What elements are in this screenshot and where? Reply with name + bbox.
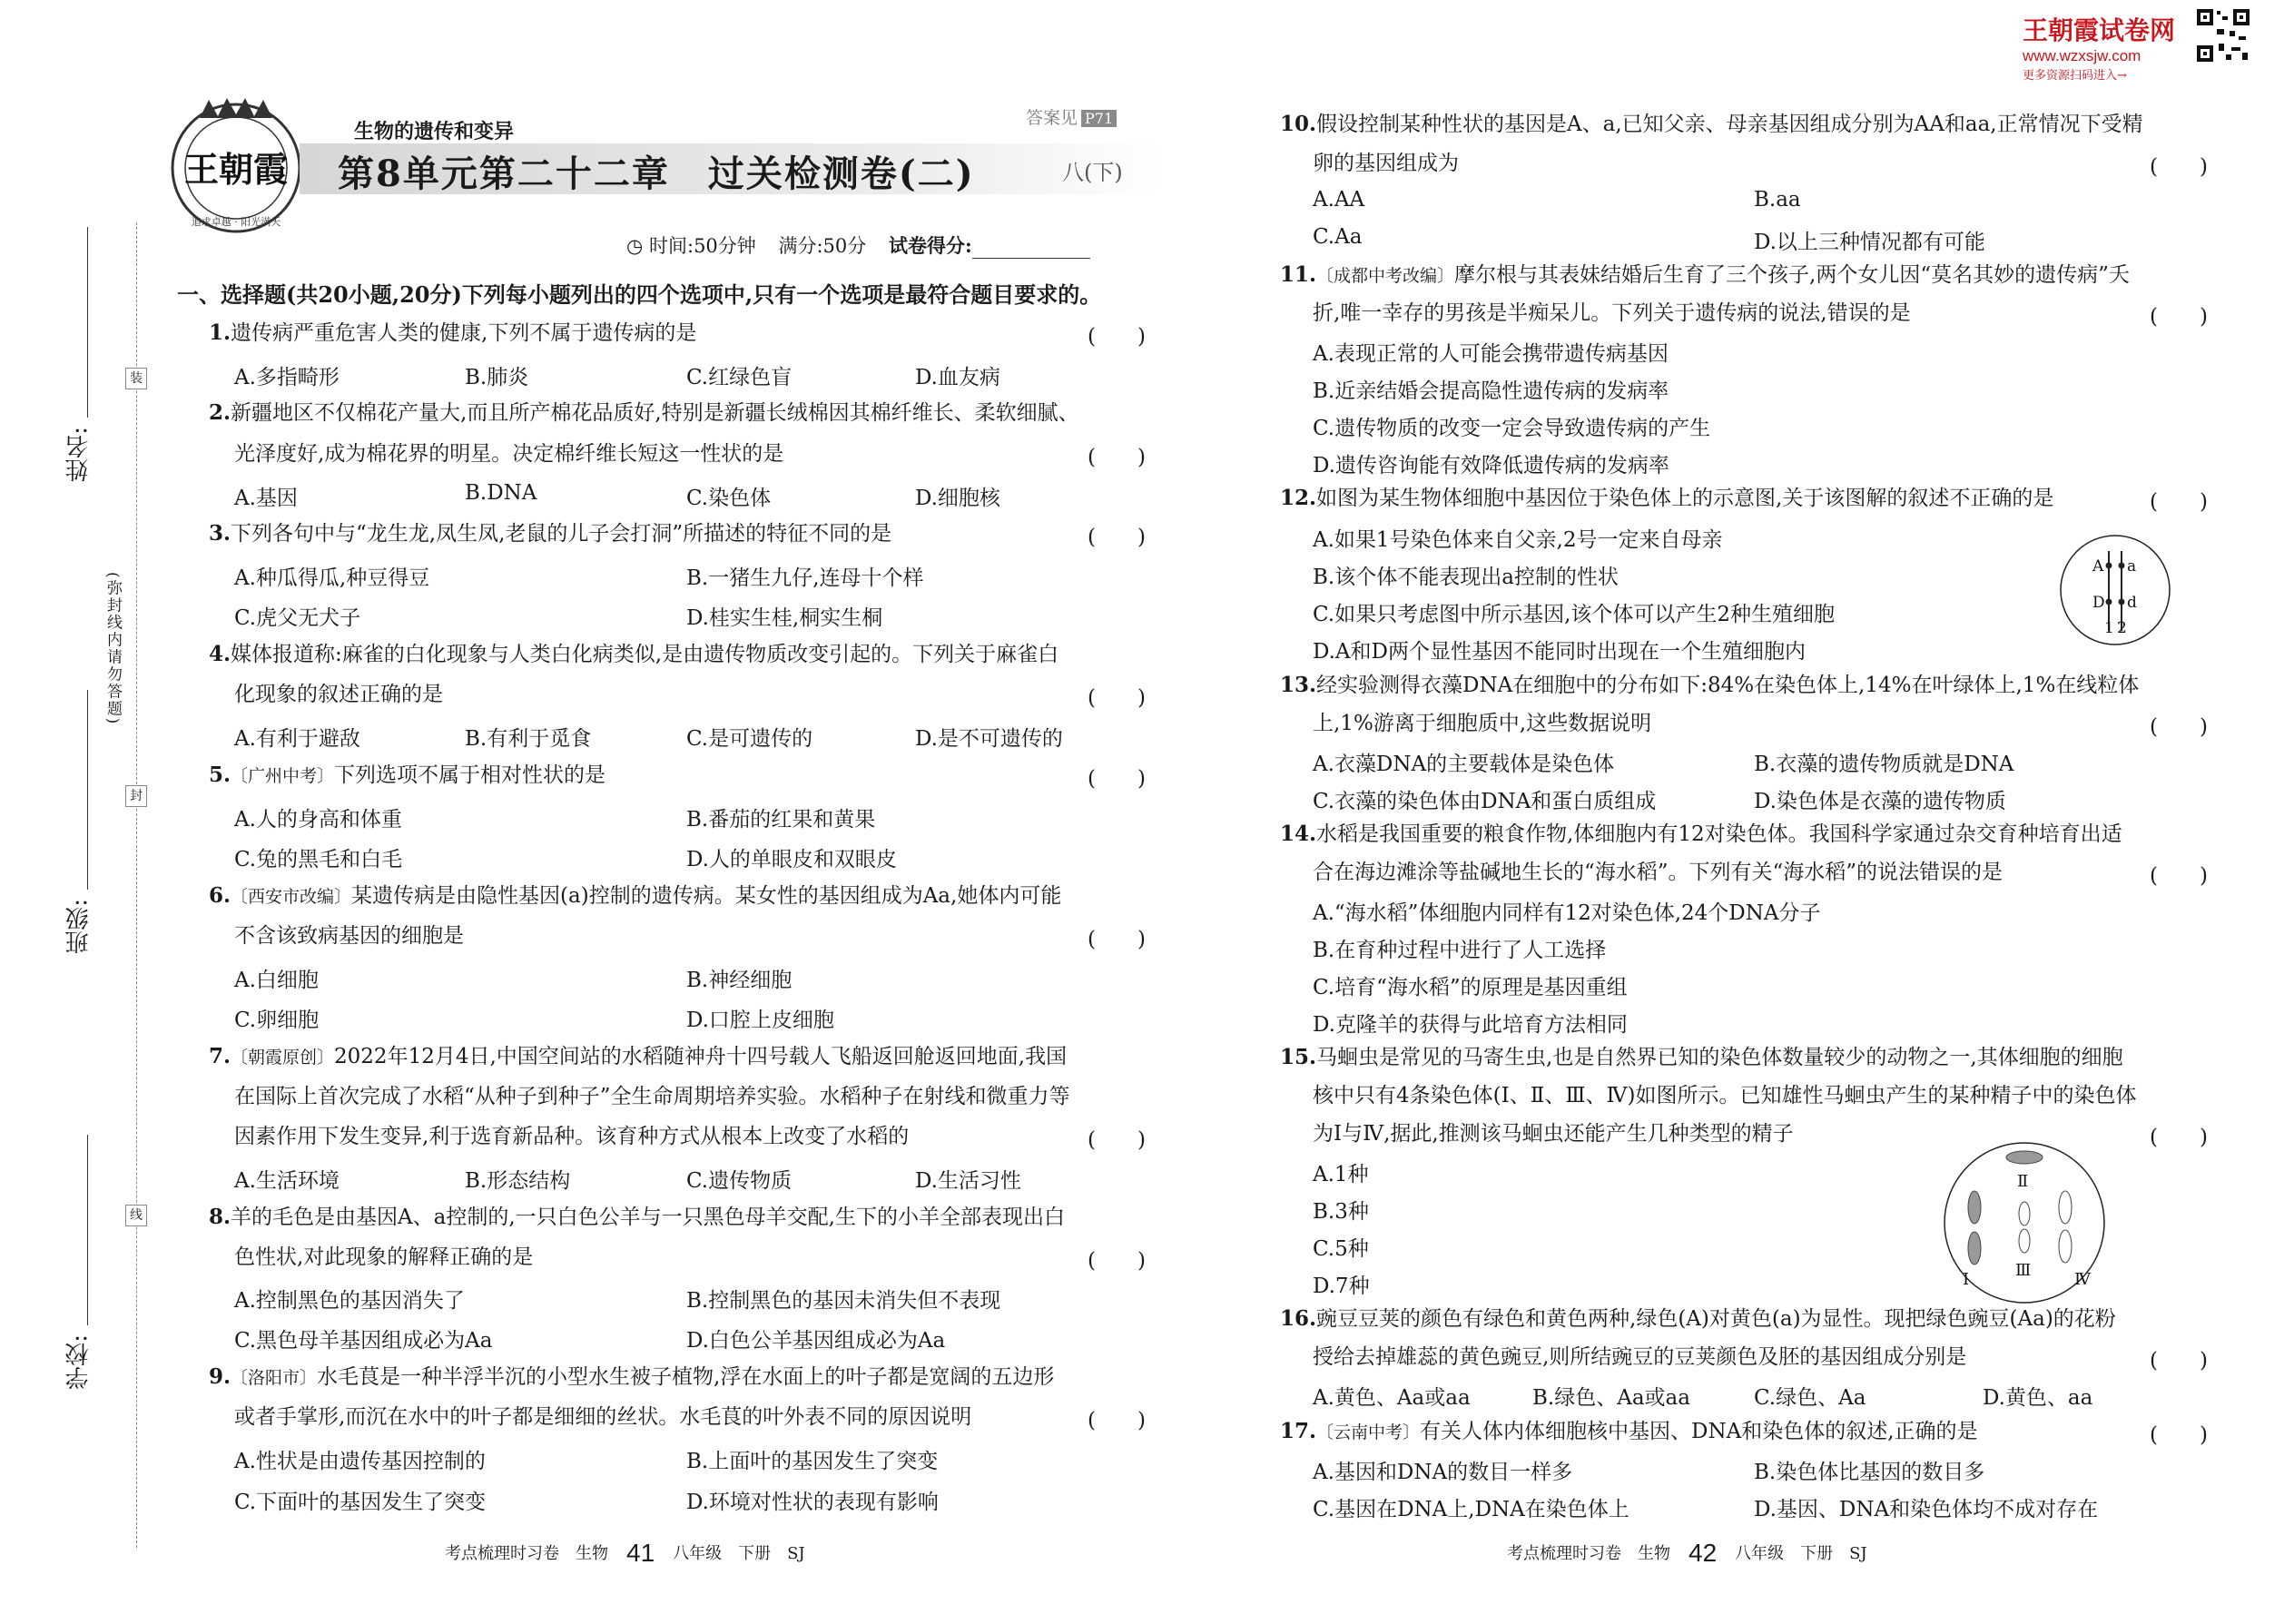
question-2: 2.新疆地区不仅棉花产量大,而且所产棉花品质好,特别是新疆长绒棉因其棉纤维长、柔软细腻、 bbox=[209, 400, 1079, 425]
q13-option-a[interactable]: A.衣藻DNA的主要载体是染色体 bbox=[1313, 753, 1615, 776]
answer-paren-17[interactable]: ( ) bbox=[2150, 1423, 2208, 1447]
school-blank bbox=[87, 1135, 88, 1325]
q16-option-b[interactable]: B.绿色、Aa或aa bbox=[1532, 1386, 1690, 1410]
question-7-line-3: 因素作用下发生变异,利于选育新品种。该育种方式从根本上改变了水稻的 bbox=[234, 1125, 910, 1148]
q14-option-d[interactable]: D.克隆羊的获得与此培育方法相同 bbox=[1313, 1013, 1628, 1037]
q9-option-a[interactable]: A.性状是由遗传基因控制的 bbox=[234, 1450, 486, 1473]
q15-option-c[interactable]: C.5种 bbox=[1313, 1237, 1369, 1261]
footer-right-grade: 八年级 下册 SJ bbox=[1735, 1544, 1867, 1563]
q13-option-c[interactable]: C.衣藻的染色体由DNA和蛋白质组成 bbox=[1313, 790, 1657, 813]
q10-option-b[interactable]: B.aa bbox=[1754, 188, 1801, 212]
seal-note: (弥封线内请勿答题) bbox=[103, 572, 122, 726]
fig12-label-2: 2 bbox=[2117, 619, 2127, 637]
q4-option-c[interactable]: C.是可遗传的 bbox=[686, 727, 813, 751]
q1-option-c[interactable]: C.红绿色盲 bbox=[686, 366, 793, 389]
q2-option-a[interactable]: A.基因 bbox=[234, 487, 298, 510]
q14-option-c[interactable]: C.培育“海水稻”的原理是基因重组 bbox=[1313, 976, 1628, 999]
question-3: 3.下列各句中与“龙生龙,凤生凤,老鼠的儿子会打洞”所描述的特征不同的是 bbox=[209, 521, 892, 546]
seal-mark-feng: 封 bbox=[125, 785, 147, 807]
question-12: 12.如图为某生物体细胞中基因位于染色体上的示意图,关于该图解的叙述不正确的是 bbox=[1280, 486, 2054, 510]
footer-left bbox=[445, 1539, 805, 1568]
question-9: 9.〔洛阳市〕水毛茛是一种半浮半沉的小型水生被子植物,浮在水面上的叶子都是宽阔的五边形 bbox=[209, 1364, 1055, 1389]
q10-option-c[interactable]: C.Aa bbox=[1313, 225, 1363, 249]
question-7-line-2: 在国际上首次完成了水稻“从种子到种子”全生命周期培养实验。水稻种子在射线和微重力等 bbox=[234, 1085, 1070, 1108]
q3-option-d[interactable]: D.桂实生桂,桐实生桐 bbox=[686, 606, 883, 630]
q9-option-d[interactable]: D.环境对性状的表现有影响 bbox=[686, 1491, 939, 1514]
fig12-label-A: A bbox=[2092, 557, 2104, 576]
q9-option-c[interactable]: C.下面叶的基因发生了突变 bbox=[234, 1491, 487, 1514]
q5-option-a[interactable]: A.人的身高和体重 bbox=[234, 808, 402, 832]
question-13: 13.经实验测得衣藻DNA在细胞中的分布如下:84%在染色体上,14%在叶绿体上,1%在线粒体 bbox=[1280, 673, 2140, 697]
question-1: 1.遗传病严重危害人类的健康,下列不属于遗传病的是 bbox=[209, 320, 697, 345]
answer-paren-10[interactable]: ( ) bbox=[2150, 155, 2208, 179]
logo-text: 王朝霞 bbox=[183, 149, 289, 190]
question-15-line-2: 核中只有4条染色体(Ⅰ、Ⅱ、Ⅲ、Ⅳ)如图所示。已知雄性马蛔虫产生的某种精子中的染色体 bbox=[1313, 1084, 2137, 1107]
q5-option-d[interactable]: D.人的单眼皮和双眼皮 bbox=[686, 848, 897, 871]
q12-option-d[interactable]: D.A和D两个显性基因不能同时出现在一个生殖细胞内 bbox=[1313, 640, 1806, 664]
q4-option-b[interactable]: B.有利于觅食 bbox=[465, 727, 592, 751]
answer-paren-6[interactable]: ( ) bbox=[1088, 928, 1146, 951]
answer-paren-14[interactable]: ( ) bbox=[2150, 864, 2208, 888]
answer-paren-8[interactable]: ( ) bbox=[1088, 1249, 1146, 1273]
q11-option-d[interactable]: D.遗传咨询能有效降低遗传病的发病率 bbox=[1313, 454, 1669, 477]
full-score: 满分:50分 bbox=[778, 235, 867, 257]
q8-option-c[interactable]: C.黑色母羊基因组成必为Aa bbox=[234, 1329, 493, 1353]
logo-seal bbox=[159, 91, 313, 245]
q11-option-b[interactable]: B.近亲结婚会提高隐性遗传病的发病率 bbox=[1313, 379, 1669, 403]
seal-mark-zhuang: 装 bbox=[125, 368, 147, 389]
q7-option-c[interactable]: C.遗传物质 bbox=[686, 1169, 793, 1193]
fig12-label-a: a bbox=[2127, 557, 2137, 576]
q5-option-b[interactable]: B.番茄的红果和黄果 bbox=[686, 808, 876, 832]
unit-subtitle: 生物的遗传和变异 bbox=[354, 120, 515, 143]
school-label: 学校: bbox=[65, 1334, 93, 1390]
answer-reference bbox=[1026, 104, 1117, 129]
site-name: 王朝霞试卷网 bbox=[2023, 16, 2176, 44]
answer-ref-label: 答案见 bbox=[1026, 108, 1078, 128]
q7-option-d[interactable]: D.生活习性 bbox=[915, 1169, 1021, 1193]
question-9-source: 〔洛阳市〕 bbox=[231, 1368, 318, 1388]
page-title: 第8单元第二十二章 过关检测卷(二) bbox=[338, 153, 975, 195]
fig12-label-d: d bbox=[2127, 594, 2137, 612]
answer-paren-15[interactable]: ( ) bbox=[2150, 1126, 2208, 1149]
question-5: 5.〔广州中考〕下列选项不属于相对性状的是 bbox=[209, 763, 606, 787]
q8-option-a[interactable]: A.控制黑色的基因消失了 bbox=[234, 1289, 465, 1313]
q1-option-a[interactable]: A.多指畸形 bbox=[234, 366, 340, 389]
figure-12-chromosome bbox=[2056, 531, 2174, 649]
q8-option-b[interactable]: B.控制黑色的基因未消失但不表现 bbox=[686, 1289, 1001, 1313]
q10-option-a[interactable]: A.AA bbox=[1313, 188, 1365, 212]
page-number-left: 41 bbox=[626, 1539, 655, 1567]
fig12-label-D: D bbox=[2092, 594, 2105, 612]
q6-option-b[interactable]: B.神经细胞 bbox=[686, 969, 793, 992]
name-label: 姓名: bbox=[65, 427, 93, 482]
class-label: 班级: bbox=[65, 899, 93, 954]
q12-option-c[interactable]: C.如果只考虑图中所示基因,该个体可以产生2种生殖细胞 bbox=[1313, 603, 1836, 626]
section-title: 一、选择题(共20小题,20分)下列每小题列出的四个选项中,只有一个选项是最符合题目要求的。 bbox=[177, 281, 1102, 308]
q6-option-d[interactable]: D.口腔上皮细胞 bbox=[686, 1009, 834, 1032]
question-6-source: 〔西安市改编〕 bbox=[231, 887, 352, 907]
question-6-line-2: 不含该致病基因的细胞是 bbox=[234, 924, 464, 948]
q14-option-b[interactable]: B.在育种过程中进行了人工选择 bbox=[1313, 939, 1607, 962]
q4-option-a[interactable]: A.有利于避敌 bbox=[234, 727, 360, 751]
q11-option-c[interactable]: C.遗传物质的改变一定会导致遗传病的产生 bbox=[1313, 417, 1711, 440]
q14-option-a[interactable]: A.“海水稻”体细胞内同样有12对染色体,24个DNA分子 bbox=[1313, 901, 1821, 925]
answer-paren-1[interactable]: ( ) bbox=[1088, 325, 1146, 349]
q15-option-a[interactable]: A.1种 bbox=[1313, 1163, 1369, 1186]
answer-paren-5[interactable]: ( ) bbox=[1088, 767, 1146, 791]
question-17: 17.〔云南中考〕有关人体内体细胞核中基因、DNA和染色体的叙述,正确的是 bbox=[1280, 1419, 1978, 1443]
question-6: 6.〔西安市改编〕某遗传病是由隐性基因(a)控制的遗传病。某女性的基因组成为Aa,她体内可能 bbox=[209, 883, 1062, 908]
question-14-line-2: 合在海边滩涂等盐碱地生长的“海水稻”。下列有关“海水稻”的说法错误的是 bbox=[1313, 861, 2004, 884]
question-10-line-2: 卵的基因组成为 bbox=[1313, 152, 1459, 175]
answer-paren-7[interactable]: ( ) bbox=[1088, 1128, 1146, 1152]
q3-option-c[interactable]: C.虎父无犬子 bbox=[234, 606, 361, 630]
fig12-label-1: 1 bbox=[2104, 619, 2114, 637]
q17-option-a[interactable]: A.基因和DNA的数目一样多 bbox=[1313, 1461, 1573, 1484]
question-9-line-2: 或者手掌形,而沉在水中的叶子都是细细的丝状。水毛茛的叶外表不同的原因说明 bbox=[234, 1405, 972, 1429]
right-page bbox=[1253, 0, 2294, 1624]
q13-option-d[interactable]: D.染色体是衣藻的遗传物质 bbox=[1754, 790, 2006, 813]
q10-option-d[interactable]: D.以上三种情况都有可能 bbox=[1754, 231, 1985, 254]
page-number-right: 42 bbox=[1689, 1539, 1718, 1567]
answer-paren-12[interactable]: ( ) bbox=[2150, 490, 2208, 514]
question-7-source: 〔朝霞原创〕 bbox=[231, 1048, 335, 1068]
footer-left-book: 考点梳理时习卷 生物 bbox=[445, 1544, 608, 1563]
q17-option-c[interactable]: C.基因在DNA上,DNA在染色体上 bbox=[1313, 1498, 1629, 1521]
q12-option-a[interactable]: A.如果1号染色体来自父亲,2号一定来自母亲 bbox=[1313, 528, 1723, 552]
answer-paren-11[interactable]: ( ) bbox=[2150, 305, 2208, 329]
question-16: 16.豌豆豆荚的颜色有绿色和黄色两种,绿色(A)对黄色(a)为显性。现把绿色豌豆(Aa)的花粉 bbox=[1280, 1306, 2116, 1331]
q2-option-d[interactable]: D.细胞核 bbox=[915, 487, 1000, 510]
question-4: 4.媒体报道称:麻雀的白化现象与人类白化病类似,是由遗传物质改变引起的。下列关于麻雀白 bbox=[209, 642, 1059, 666]
question-8-line-2: 色性状,对此现象的解释正确的是 bbox=[234, 1245, 534, 1269]
exam-meta bbox=[626, 231, 1090, 259]
q15-option-b[interactable]: B.3种 bbox=[1313, 1200, 1369, 1224]
question-5-source: 〔广州中考〕 bbox=[231, 766, 335, 786]
footer-right bbox=[1507, 1539, 1867, 1568]
q5-option-c[interactable]: C.兔的黑毛和白毛 bbox=[234, 848, 403, 871]
site-banner[interactable] bbox=[2023, 11, 2175, 83]
q16-option-a[interactable]: A.黄色、Aa或aa bbox=[1313, 1386, 1471, 1410]
score-label: 试卷得分: bbox=[888, 234, 972, 257]
fig15-label-II: Ⅱ bbox=[2017, 1172, 2029, 1191]
answer-page-badge: P71 bbox=[1081, 110, 1117, 127]
q6-option-a[interactable]: A.白细胞 bbox=[234, 969, 319, 992]
q16-option-d[interactable]: D.黄色、aa bbox=[1983, 1386, 2093, 1410]
score-blank[interactable] bbox=[972, 241, 1090, 259]
answer-paren-13[interactable]: ( ) bbox=[2150, 715, 2208, 739]
answer-paren-4[interactable]: ( ) bbox=[1088, 686, 1146, 710]
logo-motto: 追求卓越 · 阳光满天 bbox=[191, 216, 281, 228]
q12-option-b[interactable]: B.该个体不能表现出a控制的性状 bbox=[1313, 566, 1619, 589]
question-11-line-2: 折,唯一幸存的男孩是半痴呆儿。下列关于遗传病的说法,错误的是 bbox=[1313, 301, 1911, 325]
q11-option-a[interactable]: A.表现正常的人可能会携带遗传病基因 bbox=[1313, 342, 1669, 366]
question-17-source: 〔云南中考〕 bbox=[1316, 1422, 1421, 1442]
question-8: 8.羊的毛色是由基因A、a控制的,一只白色公羊与一只黑色母羊交配,生下的小羊全部表现出白 bbox=[209, 1205, 1065, 1229]
q3-option-a[interactable]: A.种瓜得瓜,种豆得豆 bbox=[234, 566, 430, 590]
question-14: 14.水稻是我国重要的粮食作物,体细胞内有12对染色体。我国科学家通过杂交育种培育出适 bbox=[1280, 822, 2122, 846]
q3-option-b[interactable]: B.一猪生九仔,连母十个样 bbox=[686, 566, 924, 590]
q1-option-d[interactable]: D.血友病 bbox=[915, 366, 1000, 389]
question-7: 7.〔朝霞原创〕2022年12月4日,中国空间站的水稻随神舟十四号载人飞船返回舱返回地面,我国 bbox=[209, 1044, 1068, 1068]
name-blank bbox=[87, 227, 88, 418]
question-11: 11.〔成都中考改编〕摩尔根与其表妹结婚后生育了三个孩子,两个女儿因“莫名其妙的遗传病”夭 bbox=[1280, 262, 2130, 287]
answer-paren-16[interactable]: ( ) bbox=[2150, 1349, 2208, 1373]
q4-option-d[interactable]: D.是不可遗传的 bbox=[915, 727, 1063, 751]
answer-paren-3[interactable]: ( ) bbox=[1088, 526, 1146, 549]
question-13-line-2: 上,1%游离于细胞质中,这些数据说明 bbox=[1313, 712, 1652, 735]
seal-mark-xian: 线 bbox=[125, 1205, 147, 1226]
question-2-line-2: 光泽度好,成为棉花界的明星。决定棉纤维长短这一性状的是 bbox=[234, 442, 784, 466]
q1-option-b[interactable]: B.肺炎 bbox=[465, 366, 529, 389]
q17-option-b[interactable]: B.染色体比基因的数目多 bbox=[1754, 1461, 1985, 1484]
q2-option-c[interactable]: C.染色体 bbox=[686, 487, 772, 510]
q9-option-b[interactable]: B.上面叶的基因发生了突变 bbox=[686, 1450, 939, 1473]
site-url: www.wzxsjw.com bbox=[2023, 47, 2141, 64]
question-10: 10.假设控制某种性状的基因是A、a,已知父亲、母亲基因组成分别为AA和aa,正常情况下受精 bbox=[1280, 112, 2143, 136]
answer-paren-9[interactable]: ( ) bbox=[1088, 1409, 1146, 1432]
q8-option-d[interactable]: D.白色公羊基因组成必为Aa bbox=[686, 1329, 946, 1353]
footer-left-grade: 八年级 下册 SJ bbox=[673, 1544, 805, 1563]
seal-dashed-line bbox=[136, 222, 137, 1548]
footer-right-book: 考点梳理时习卷 生物 bbox=[1507, 1544, 1670, 1563]
question-15: 15.马蛔虫是常见的马寄生虫,也是自然界已知的染色体数量较少的动物之一,其体细胞的细胞 bbox=[1280, 1045, 2123, 1069]
question-15-line-3: 为Ⅰ与Ⅳ,据此,推测该马蛔虫还能产生几种类型的精子 bbox=[1313, 1122, 1794, 1146]
grade-tag: 八(下) bbox=[1062, 160, 1123, 185]
q7-option-b[interactable]: B.形态结构 bbox=[465, 1169, 571, 1193]
fig15-label-III: Ⅲ bbox=[2015, 1261, 2032, 1280]
q13-option-b[interactable]: B.衣藻的遗传物质就是DNA bbox=[1754, 753, 2014, 776]
q15-option-d[interactable]: D.7种 bbox=[1313, 1275, 1370, 1298]
question-16-line-2: 授给去掉雄蕊的黄色豌豆,则所结豌豆的豆荚颜色及胚的基因组成分别是 bbox=[1313, 1345, 1967, 1369]
question-11-source: 〔成都中考改编〕 bbox=[1316, 266, 1455, 286]
fig15-label-IV: Ⅳ bbox=[2074, 1270, 2091, 1289]
site-hint: 更多资源扫码进入→ bbox=[2023, 69, 2127, 83]
qr-code-icon[interactable] bbox=[2195, 7, 2251, 64]
class-blank bbox=[87, 690, 88, 890]
q2-option-b[interactable]: B.DNA bbox=[465, 481, 537, 505]
q17-option-d[interactable]: D.基因、DNA和染色体均不成对存在 bbox=[1754, 1498, 2099, 1521]
figure-15-cell bbox=[1938, 1139, 2111, 1307]
answer-paren-2[interactable]: ( ) bbox=[1088, 446, 1146, 469]
q7-option-a[interactable]: A.生活环境 bbox=[234, 1169, 340, 1193]
q6-option-c[interactable]: C.卵细胞 bbox=[234, 1009, 320, 1032]
question-4-line-2: 化现象的叙述正确的是 bbox=[234, 683, 443, 706]
fig15-label-I: Ⅰ bbox=[1963, 1270, 1970, 1289]
time-limit: ◷ 时间:50分钟 bbox=[626, 235, 756, 257]
q16-option-c[interactable]: C.绿色、Aa bbox=[1754, 1386, 1866, 1410]
